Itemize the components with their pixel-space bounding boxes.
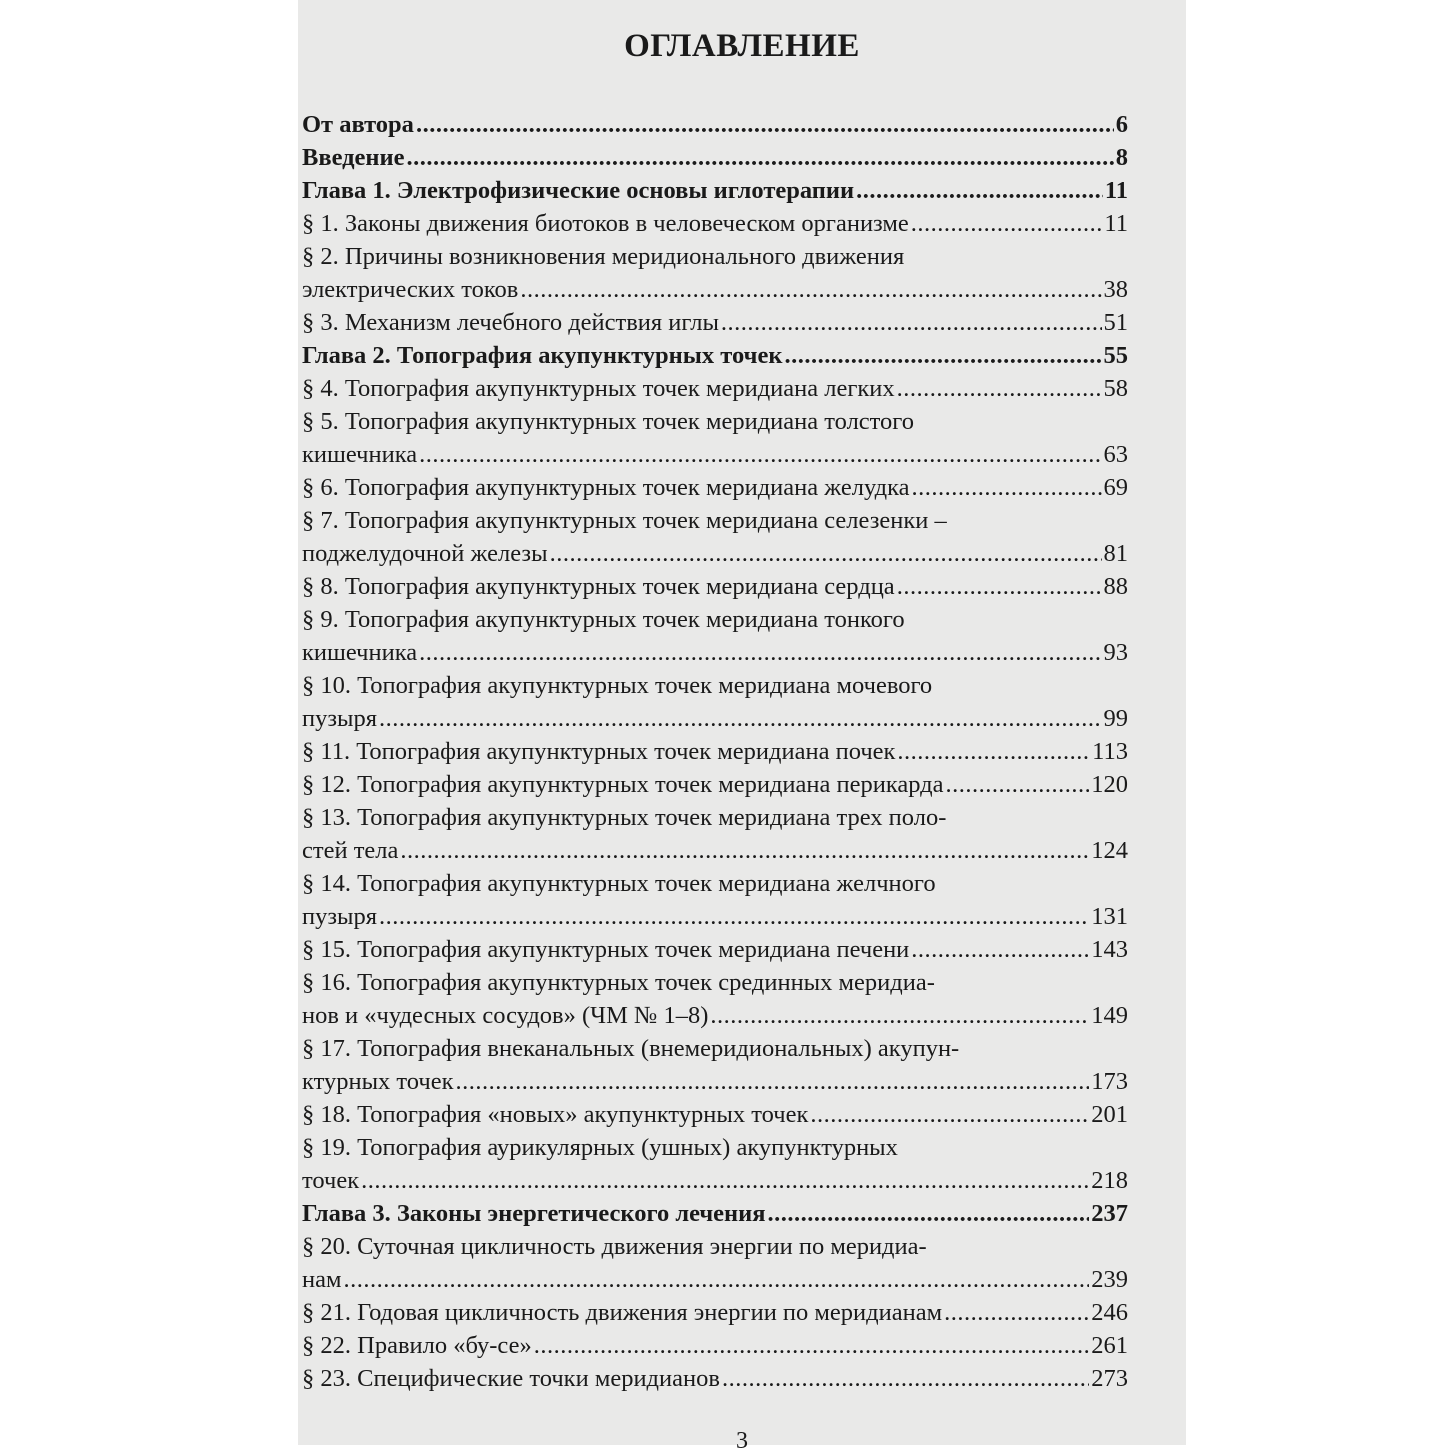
toc-entry — [302, 471, 1128, 504]
dot-leader — [897, 372, 1102, 405]
toc-entry-line — [302, 339, 1128, 372]
toc-entry — [302, 603, 1128, 669]
dot-leader — [419, 636, 1101, 669]
toc-entry-title: § 18. Топография «новых» акупунктурных точек — [302, 1101, 809, 1128]
toc-page-number: 55 — [1103, 342, 1128, 369]
toc-page-number: 51 — [1103, 309, 1128, 336]
toc-entry-text: § 20. Суточная цикличность движения энергии по меридиа- — [302, 1233, 927, 1260]
toc-entry-line — [302, 537, 1128, 570]
toc-entry — [302, 1329, 1128, 1362]
toc-page-number: 237 — [1091, 1200, 1128, 1227]
toc-entry-line — [302, 306, 1128, 339]
toc-entry-line — [302, 735, 1128, 768]
toc-page-number: 120 — [1091, 771, 1128, 798]
dot-leader — [911, 207, 1103, 240]
toc-entry-title: § 22. Правило «бу-се» — [302, 1332, 532, 1359]
toc-entry — [302, 1032, 1128, 1098]
toc-page-number: 261 — [1091, 1332, 1128, 1359]
toc-entry-line — [302, 768, 1128, 801]
toc-entry-title: § 21. Годовая цикличность движения энергии по меридианам — [302, 1299, 943, 1326]
toc-page-number: 273 — [1091, 1365, 1128, 1392]
toc-entry-line — [302, 108, 1128, 141]
toc-entry-line — [302, 438, 1128, 471]
dot-leader — [810, 1098, 1089, 1131]
toc-entry-title: точек — [302, 1167, 360, 1194]
toc-page-number: 6 — [1115, 111, 1128, 138]
dot-leader — [721, 306, 1102, 339]
toc-entry-text: § 14. Топография акупунктурных точек меридиана желчного — [302, 870, 936, 897]
toc-entry-line — [302, 999, 1128, 1032]
toc-entry-line — [302, 372, 1128, 405]
toc-entry-title: стей тела — [302, 837, 399, 864]
toc-entry — [302, 801, 1128, 867]
toc-page-number: 124 — [1091, 837, 1128, 864]
toc-entry-title: пузыря — [302, 705, 378, 732]
toc-page-number: 143 — [1091, 936, 1128, 963]
dot-leader — [407, 141, 1114, 174]
dot-leader — [784, 339, 1101, 372]
toc-entry — [302, 306, 1128, 339]
toc-entry-line — [302, 141, 1128, 174]
toc-entry — [302, 207, 1128, 240]
toc-entry-line — [302, 1164, 1128, 1197]
toc-entry-title: кишечника — [302, 639, 418, 666]
toc-page-number: 149 — [1091, 1002, 1128, 1029]
toc-entry — [302, 1197, 1128, 1230]
toc-entry — [302, 240, 1128, 306]
toc-entry-title: § 1. Законы движения биотоков в человеческом организме — [302, 210, 909, 237]
toc-entry-title: От автора — [302, 111, 414, 138]
toc-entry-title: нам — [302, 1266, 342, 1293]
toc-entry-title: Глава 1. Электрофизические основы иглотерапии — [302, 177, 855, 204]
toc-entry-text: § 7. Топография акупунктурных точек меридиана селезенки – — [302, 507, 947, 534]
toc-entry-title: кишечника — [302, 441, 418, 468]
toc-entry-title: § 3. Механизм лечебного действия иглы — [302, 309, 719, 336]
toc-page-number: 8 — [1115, 144, 1128, 171]
toc-entry-title: § 6. Топография акупунктурных точек меридиана желудка — [302, 474, 910, 501]
toc-entry — [302, 174, 1128, 207]
toc-entry-title: § 23. Специфические точки меридианов — [302, 1365, 720, 1392]
toc-page-number: 11 — [1104, 177, 1128, 204]
toc-entry — [302, 966, 1128, 1032]
toc-entry-line — [302, 834, 1128, 867]
toc-page-number: 11 — [1104, 210, 1128, 237]
toc-entry — [302, 141, 1128, 174]
dot-leader — [456, 1065, 1090, 1098]
toc-entry-line — [302, 1065, 1128, 1098]
dot-leader — [897, 735, 1090, 768]
dot-leader — [520, 273, 1101, 306]
toc-page-number: 69 — [1103, 474, 1128, 501]
toc-entry-title: § 8. Топография акупунктурных точек меридиана сердца — [302, 573, 895, 600]
dot-leader — [534, 1329, 1090, 1362]
toc-entry — [302, 1098, 1128, 1131]
toc-page-number: 63 — [1103, 441, 1128, 468]
toc-entry — [302, 1230, 1128, 1296]
toc-entry — [302, 933, 1128, 966]
dot-leader — [911, 933, 1089, 966]
toc-entry-line — [302, 900, 1128, 933]
toc-entry-text: § 10. Топография акупунктурных точек меридиана мочевого — [302, 672, 933, 699]
toc-page-number: 218 — [1091, 1167, 1128, 1194]
toc-entry-line — [302, 1197, 1128, 1230]
toc-entry — [302, 108, 1128, 141]
toc-entry — [302, 1131, 1128, 1197]
toc-page-number: 246 — [1091, 1299, 1128, 1326]
toc-entry-title: ктурных точек — [302, 1068, 454, 1095]
page-title: ОГЛАВЛЕНИЕ — [624, 28, 860, 64]
dot-leader — [912, 471, 1102, 504]
toc-entry-line — [302, 702, 1128, 735]
toc-page-number: 81 — [1103, 540, 1128, 567]
toc-entry-line — [302, 1362, 1128, 1395]
toc-page-number: 113 — [1092, 738, 1128, 765]
toc-entry — [302, 867, 1128, 933]
toc-page-number: 239 — [1091, 1266, 1128, 1293]
dot-leader — [944, 1296, 1089, 1329]
dot-leader — [361, 1164, 1089, 1197]
dot-leader — [550, 537, 1102, 570]
toc-entry-text: § 19. Топография аурикулярных (ушных) акупунктурных — [302, 1134, 898, 1161]
dot-leader — [768, 1197, 1090, 1230]
toc-entry-title: § 12. Топография акупунктурных точек меридиана перикарда — [302, 771, 944, 798]
dot-leader — [946, 768, 1090, 801]
toc-page-number: 88 — [1103, 573, 1128, 600]
toc-entry-title: нов и «чудесных сосудов» (ЧМ № 1–8) — [302, 1002, 709, 1029]
toc-entry — [302, 504, 1128, 570]
toc-entry-line — [302, 570, 1128, 603]
toc-entry-text: § 9. Топография акупунктурных точек меридиана тонкого — [302, 606, 905, 633]
toc-entry-text: § 13. Топография акупунктурных точек меридиана трех поло- — [302, 804, 947, 831]
toc-entry-text: § 5. Топография акупунктурных точек меридиана толстого — [302, 408, 914, 435]
toc-entry — [302, 339, 1128, 372]
toc-entry-line — [302, 1263, 1128, 1296]
table-of-contents — [302, 108, 1128, 1395]
dot-leader — [379, 900, 1089, 933]
dot-leader — [897, 570, 1102, 603]
toc-entry-text: § 17. Топография внеканальных (внемеридиональных) акупун- — [302, 1035, 960, 1062]
toc-entry-title: § 15. Топография акупунктурных точек меридиана печени — [302, 936, 910, 963]
toc-entry — [302, 405, 1128, 471]
toc-page-number: 58 — [1103, 375, 1128, 402]
page-number: 3 — [736, 1428, 748, 1454]
toc-entry — [302, 768, 1128, 801]
toc-entry-line — [302, 174, 1128, 207]
dot-leader — [400, 834, 1089, 867]
dot-leader — [419, 438, 1101, 471]
toc-entry-line — [302, 636, 1128, 669]
toc-page-number: 93 — [1103, 639, 1128, 666]
toc-entry-line — [302, 1329, 1128, 1362]
toc-entry-title: пузыря — [302, 903, 378, 930]
toc-entry-title: § 4. Топография акупунктурных точек меридиана легких — [302, 375, 895, 402]
toc-entry — [302, 1362, 1128, 1395]
dot-leader — [344, 1263, 1090, 1296]
toc-entry-line — [302, 933, 1128, 966]
toc-entry-title: § 11. Топография акупунктурных точек меридиана почек — [302, 738, 896, 765]
toc-entry-title: поджелудочной железы — [302, 540, 548, 567]
dot-leader — [722, 1362, 1089, 1395]
toc-entry-line — [302, 273, 1128, 306]
toc-entry-text: § 2. Причины возникновения меридионального движения — [302, 243, 905, 270]
toc-entry-title: Глава 3. Законы энергетического лечения — [302, 1200, 766, 1227]
toc-entry-text: § 16. Топография акупунктурных точек срединных меридиа- — [302, 969, 935, 996]
toc-entry-line — [302, 207, 1128, 240]
toc-entry — [302, 570, 1128, 603]
toc-page-number: 173 — [1091, 1068, 1128, 1095]
dot-leader — [856, 174, 1103, 207]
toc-page-number: 99 — [1103, 705, 1128, 732]
toc-page-number: 38 — [1103, 276, 1128, 303]
toc-entry — [302, 1296, 1128, 1329]
toc-entry — [302, 735, 1128, 768]
toc-entry — [302, 669, 1128, 735]
dot-leader — [416, 108, 1114, 141]
dot-leader — [710, 999, 1089, 1032]
toc-entry-line — [302, 1296, 1128, 1329]
toc-page-number: 201 — [1091, 1101, 1128, 1128]
toc-entry-line — [302, 471, 1128, 504]
toc-entry-title: Введение — [302, 144, 405, 171]
toc-entry-title: электрических токов — [302, 276, 519, 303]
toc-entry-line — [302, 1098, 1128, 1131]
toc-page-number: 131 — [1091, 903, 1128, 930]
toc-entry — [302, 372, 1128, 405]
book-page — [298, 0, 1186, 1454]
toc-entry-title: Глава 2. Топография акупунктурных точек — [302, 342, 783, 369]
dot-leader — [379, 702, 1101, 735]
